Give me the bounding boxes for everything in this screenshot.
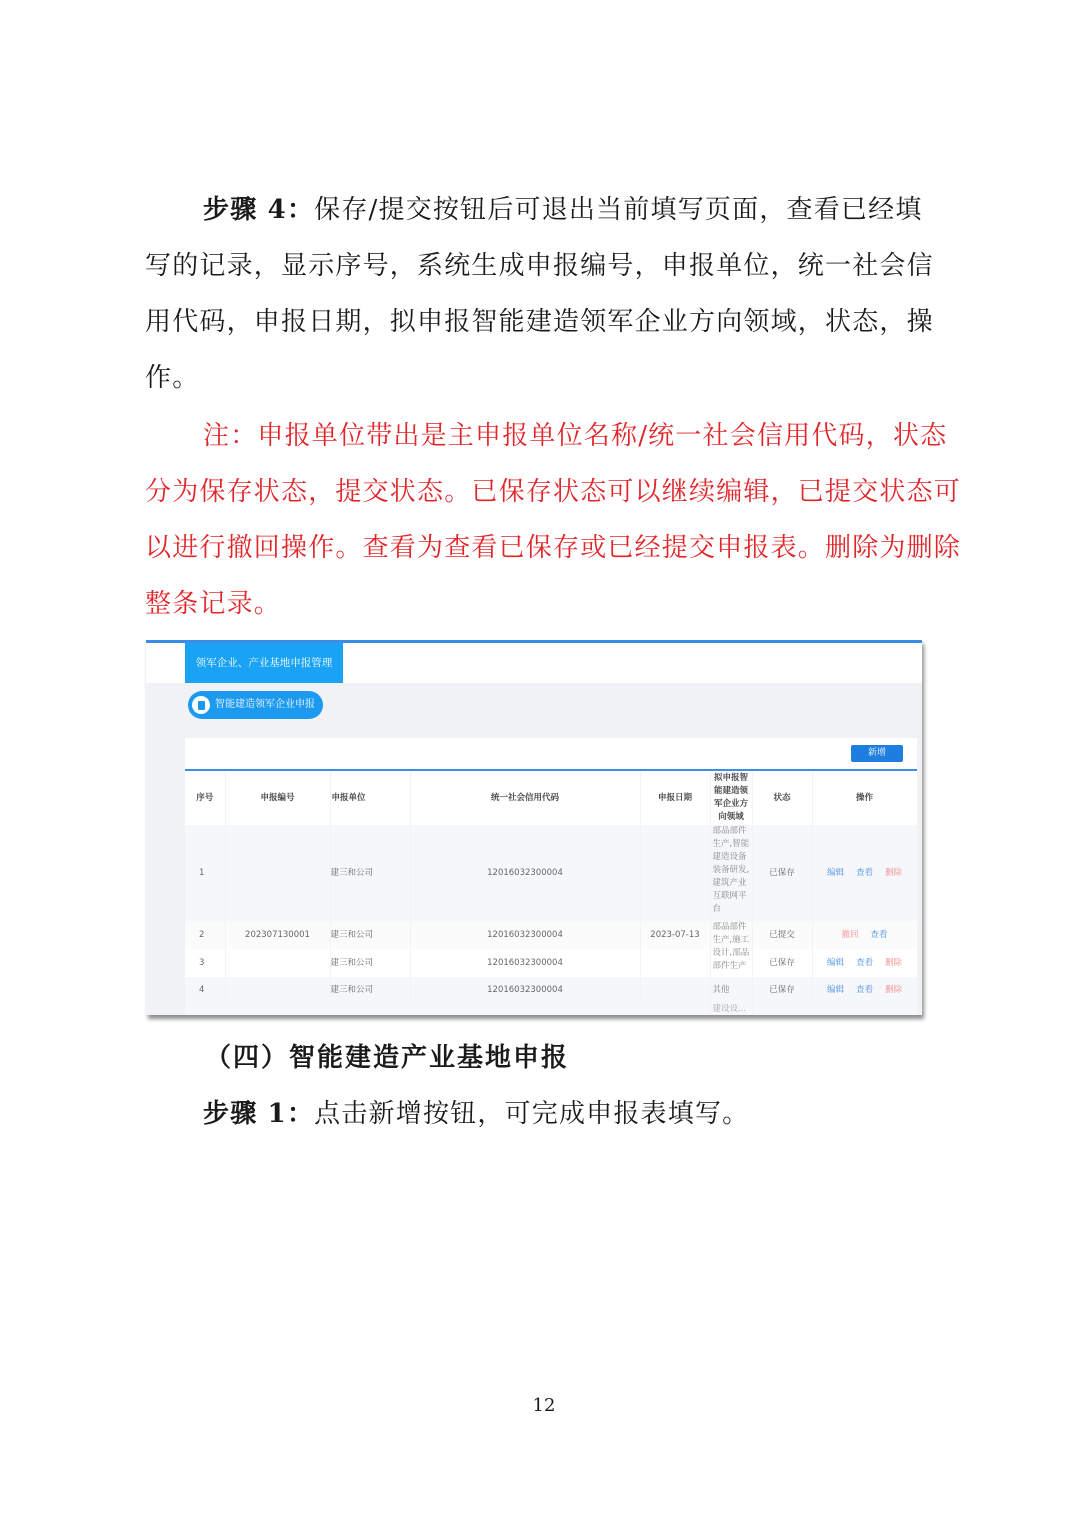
cell-credit-code: 12016032300004	[410, 977, 640, 1003]
step4-lead: 步骤 4：	[203, 195, 315, 225]
view-link[interactable]: 查看	[855, 984, 873, 995]
header-index: 序号	[185, 771, 225, 825]
cell-date: 2023-07-13	[640, 921, 710, 949]
cell-date	[640, 977, 710, 1003]
cell-status: 已保存	[752, 977, 812, 1003]
cell-actions	[812, 949, 917, 977]
tab-leading-enterprise-management[interactable]: 领军企业、产业基地申报管理	[185, 643, 343, 683]
overflow-text: 建设设...	[712, 1004, 747, 1014]
cell-actions	[812, 977, 917, 1003]
cell-credit-code: 12016032300004	[410, 921, 640, 949]
smart-construction-apply-pill[interactable]	[188, 691, 323, 719]
domain-text: 部品部件生产,施工设计,部品部件生产	[712, 922, 750, 971]
cell-date	[640, 825, 710, 921]
cell-code	[225, 977, 330, 1003]
cell-index: 2	[185, 921, 225, 949]
records-table	[185, 771, 918, 1015]
cell-status: 已保存	[752, 825, 812, 921]
step1-paragraph	[203, 1086, 749, 1142]
cell-status: 已提交	[752, 921, 812, 949]
table-header-row	[185, 771, 917, 825]
records-panel	[185, 738, 917, 1015]
header-credit-code: 统一社会信用代码	[410, 771, 640, 825]
step4-text: 保存/提交按钮后可退出当前填写页面，查看已经填写的记录，显示序号，系统生成申报编号，申报单位，统一社会信用代码，申报日期，拟申报智能建造领军企业方向领域，状态，操作。	[145, 195, 934, 393]
cell-code	[225, 949, 330, 977]
cell-unit: 建三和公司	[330, 949, 410, 977]
cell-credit-code: 12016032300004	[410, 949, 640, 977]
withdraw-link[interactable]: 撤回	[841, 929, 859, 940]
edit-link[interactable]: 编辑	[826, 957, 844, 968]
table-row	[185, 977, 917, 1003]
page-number: 12	[532, 1395, 556, 1416]
table-row-cutoff	[185, 1003, 917, 1015]
cell-date	[640, 949, 710, 977]
add-button[interactable]: 新增	[851, 745, 903, 762]
cell-domain: 其他	[710, 977, 752, 1003]
table-row	[185, 949, 917, 977]
table-row	[185, 921, 917, 949]
cell-unit: 建三和公司	[330, 825, 410, 921]
step4-paragraph	[145, 182, 945, 406]
cell-actions	[812, 921, 917, 949]
header-code: 申报编号	[225, 771, 330, 825]
cell-actions	[812, 825, 917, 921]
cell-domain: 部品部件生产,智能建造设备装备研发,建筑产业互联网平台	[710, 825, 752, 921]
view-link[interactable]: 查看	[855, 957, 873, 968]
delete-link[interactable]: 删除	[885, 984, 903, 995]
edit-link[interactable]: 编辑	[826, 867, 844, 878]
section-heading: （四）智能建造产业基地申报	[205, 1043, 570, 1073]
cell-code: 202307130001	[225, 921, 330, 949]
table-row	[185, 825, 917, 921]
cell-domain	[710, 921, 752, 971]
cell-unit: 建三和公司	[330, 977, 410, 1003]
view-link[interactable]: 查看	[855, 867, 873, 878]
view-link[interactable]: 查看	[870, 929, 888, 940]
header-unit: 申报单位	[330, 771, 410, 825]
cell-code	[225, 825, 330, 921]
delete-link[interactable]: 删除	[885, 957, 903, 968]
embedded-screenshot	[146, 640, 922, 1015]
document-icon	[192, 696, 210, 714]
header-domain: 拟申报智能建造领军企业方向领域	[710, 771, 752, 825]
step1-lead: 步骤 1：	[203, 1099, 315, 1129]
header-actions: 操作	[812, 771, 917, 825]
header-status: 状态	[752, 771, 812, 825]
cell-unit: 建三和公司	[330, 921, 410, 949]
cell-status: 已保存	[752, 949, 812, 977]
note-paragraph: 注：申报单位带出是主申报单位名称/统一社会信用代码，状态分为保存状态，提交状态。已保存状态可以继续编辑，已提交状态可以进行撤回操作。查看为查看已保存或已经提交申报表。删除为删除整条记录。	[145, 421, 962, 619]
header-date: 申报日期	[640, 771, 710, 825]
edit-link[interactable]: 编辑	[826, 984, 844, 995]
cell-index: 1	[185, 825, 225, 921]
cell-index: 3	[185, 949, 225, 977]
cell-credit-code: 12016032300004	[410, 825, 640, 921]
step1-text: 点击新增按钮，可完成申报表填写。	[314, 1099, 750, 1129]
delete-link[interactable]: 删除	[885, 867, 903, 878]
cell-index: 4	[185, 977, 225, 1003]
pill-label: 智能建造领军企业申报	[215, 699, 315, 710]
